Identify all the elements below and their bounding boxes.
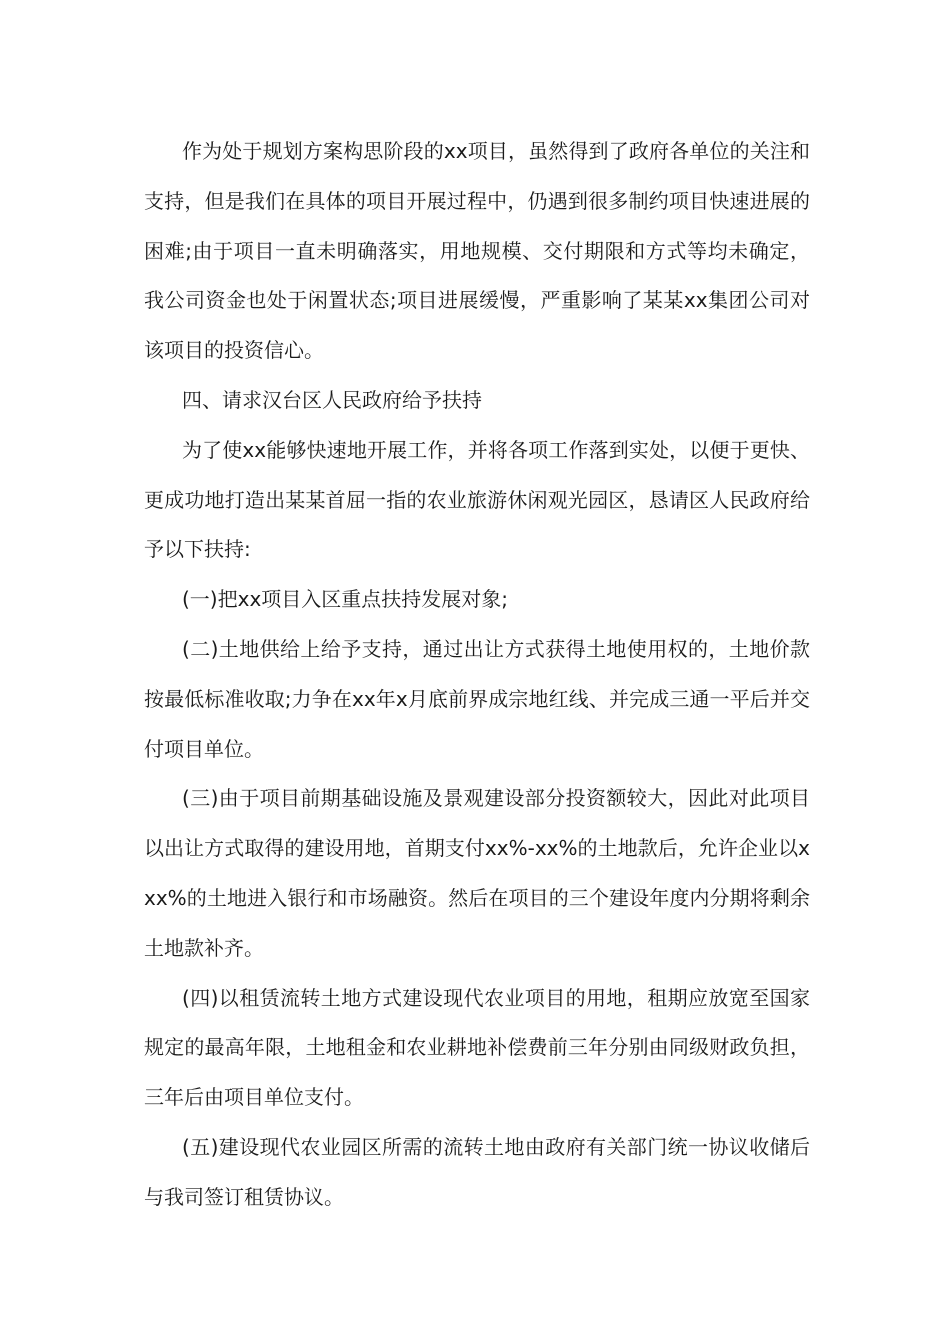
list-item-support-1: (一)把xx项目入区重点扶持发展对象;: [182, 587, 509, 612]
list-item-support-3: (三)由于项目前期基础设施及景观建设部分投资额较大，因此对此项目以出让方式取得的建设用地，首期支付xx%-xx%的土地款后，允许企业以xxx%的土地进入银行和市场融资。然后在项目的三个建设年度内分期将剩余土地款补齐。: [144, 786, 810, 960]
list-item-support-2: (二)土地供给上给予支持，通过出让方式获得土地使用权的，土地价款按最低标准收取;力争在xx年x月底前界成宗地红线、并完成三通一平后并交付项目单位。: [144, 636, 810, 761]
list-item-support-5: (五)建设现代农业园区所需的流转土地由政府有关部门统一协议收储后与我司签订租赁协议。: [144, 1134, 810, 1209]
paragraph-support-intro: 为了使xx能够快速地开展工作，并将各项工作落到实处，以便于更快、更成功地打造出某某首屈一指的农业旅游休闲观光园区，恳请区人民政府给予以下扶持:: [144, 437, 810, 562]
document-body: [144, 127, 810, 1223]
list-item-support-4: (四)以租赁流转土地方式建设现代农业项目的用地，租期应放宽至国家规定的最高年限，土地租金和农业耕地补偿费前三年分别由同级财政负担，三年后由项目单位支付。: [144, 985, 810, 1110]
paragraph-project-difficulties: 作为处于规划方案构思阶段的xx项目，虽然得到了政府各单位的关注和支持，但是我们在具体的项目开展过程中，仍遇到很多制约项目快速进展的困难;由于项目一直未明确落实，用地规模、交付期限和方式等均未确定，我公司资金也处于闲置状态;项目进展缓慢，严重影响了某某xx集团公司对该项目的投资信心。: [144, 139, 810, 363]
section-heading-support-request: 四、请求汉台区人民政府给予扶持: [182, 387, 482, 412]
